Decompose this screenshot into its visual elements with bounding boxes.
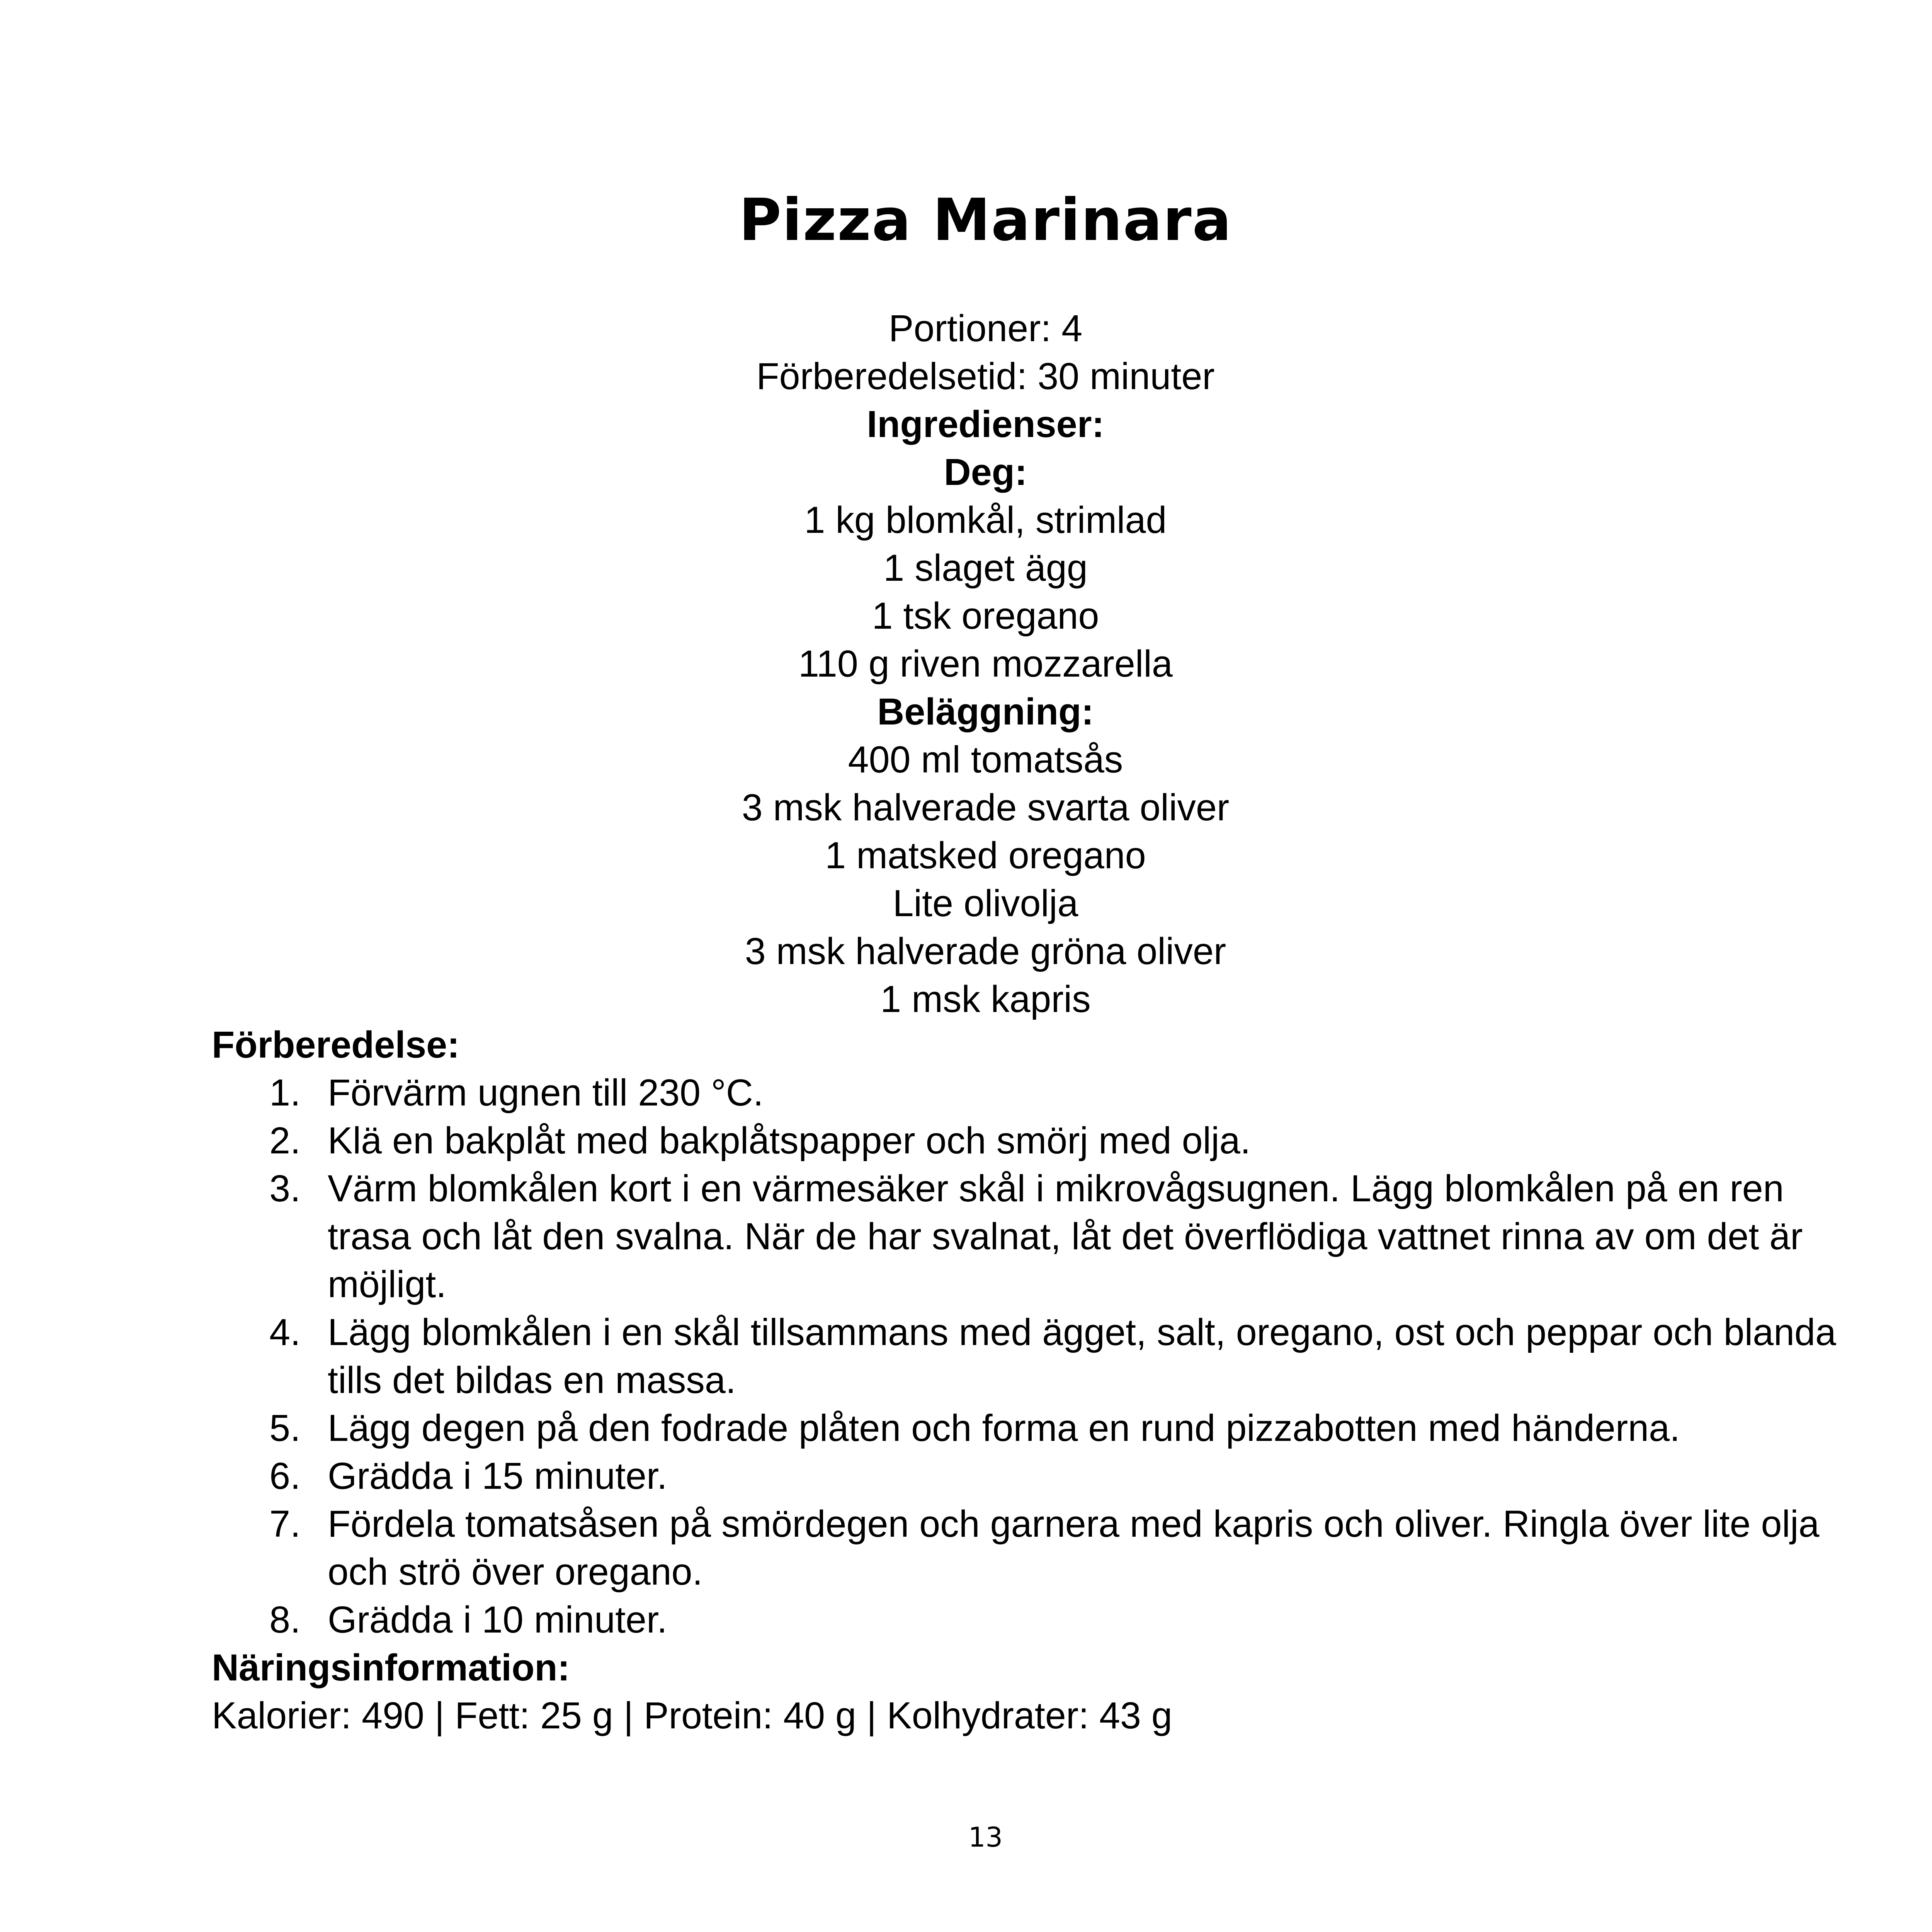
preparation-step xyxy=(212,1404,1873,1452)
nutrition-facts: Kalorier: 490 | Fett: 25 g | Protein: 40 g | Kolhydrater: 43 g xyxy=(212,1694,1172,1736)
topping-heading: Beläggning: xyxy=(877,690,1094,733)
topping-ingredient: 400 ml tomatsås xyxy=(848,738,1123,781)
preparation-step xyxy=(212,1500,1873,1596)
instructions-section xyxy=(212,1021,1873,1740)
topping-ingredient: Lite olivolja xyxy=(893,882,1078,924)
step-number: 8. xyxy=(269,1599,301,1641)
nutrition-heading: Näringsinformation: xyxy=(212,1646,570,1689)
step-number: 2. xyxy=(269,1119,301,1162)
step-number: 4. xyxy=(269,1311,301,1353)
preparation-heading: Förberedelse: xyxy=(212,1024,460,1066)
topping-ingredient: 1 msk kapris xyxy=(880,978,1091,1020)
step-number: 7. xyxy=(269,1503,301,1545)
step-text: Förvärm ugnen till 230 °C. xyxy=(328,1071,764,1114)
step-text: Lägg blomkålen i en skål tillsammans med ägget, salt, oregano, ost och peppar och blanda tills det bildas en massa. xyxy=(328,1311,1836,1401)
step-number: 3. xyxy=(269,1167,301,1209)
topping-ingredient: 1 matsked oregano xyxy=(825,834,1146,876)
preparation-steps xyxy=(212,1069,1873,1644)
recipe-summary xyxy=(0,304,1932,1023)
preparation-step xyxy=(212,1452,1873,1500)
step-number: 6. xyxy=(269,1455,301,1497)
dough-ingredient: 1 slaget ägg xyxy=(883,547,1088,589)
recipe-title: Pizza Marinara xyxy=(739,187,1232,254)
preparation-step xyxy=(212,1308,1873,1404)
step-number: 5. xyxy=(269,1407,301,1449)
dough-ingredient: 110 g riven mozzarella xyxy=(798,643,1173,685)
step-text: Klä en bakplåt med bakplåtspapper och smörj med olja. xyxy=(328,1119,1251,1162)
step-text: Grädda i 10 minuter. xyxy=(328,1599,667,1641)
dough-ingredient: 1 kg blomkål, strimlad xyxy=(804,499,1167,541)
preparation-step xyxy=(212,1165,1873,1308)
step-text: Grädda i 15 minuter. xyxy=(328,1455,667,1497)
preparation-step xyxy=(212,1117,1873,1165)
preparation-step xyxy=(212,1596,1873,1644)
topping-ingredient: 3 msk halverade gröna oliver xyxy=(745,930,1226,972)
step-text: Fördela tomatsåsen på smördegen och garnera med kapris och oliver. Ringla över lite olja och strö över oregano. xyxy=(328,1503,1820,1593)
step-number: 1. xyxy=(269,1071,301,1114)
dough-ingredient: 1 tsk oregano xyxy=(872,595,1099,637)
step-text: Värm blomkålen kort i en värmesäker skål i mikrovågsugnen. Lägg blomkålen på en ren trasa och låt den svalna. När de har svalnat, låt det överflödiga vattnet rinna av om det är möjligt. xyxy=(328,1167,1803,1305)
step-text: Lägg degen på den fodrade plåten och forma en rund pizzabotten med händerna. xyxy=(328,1407,1680,1449)
topping-ingredient: 3 msk halverade svarta oliver xyxy=(742,786,1230,828)
preparation-step xyxy=(212,1069,1873,1117)
dough-heading: Deg: xyxy=(944,451,1027,493)
prep-time: Förberedelsetid: 30 minuter xyxy=(756,355,1215,397)
page-number: 13 xyxy=(968,1821,1003,1853)
servings: Portioner: 4 xyxy=(888,307,1083,349)
ingredients-heading: Ingredienser: xyxy=(867,403,1104,445)
